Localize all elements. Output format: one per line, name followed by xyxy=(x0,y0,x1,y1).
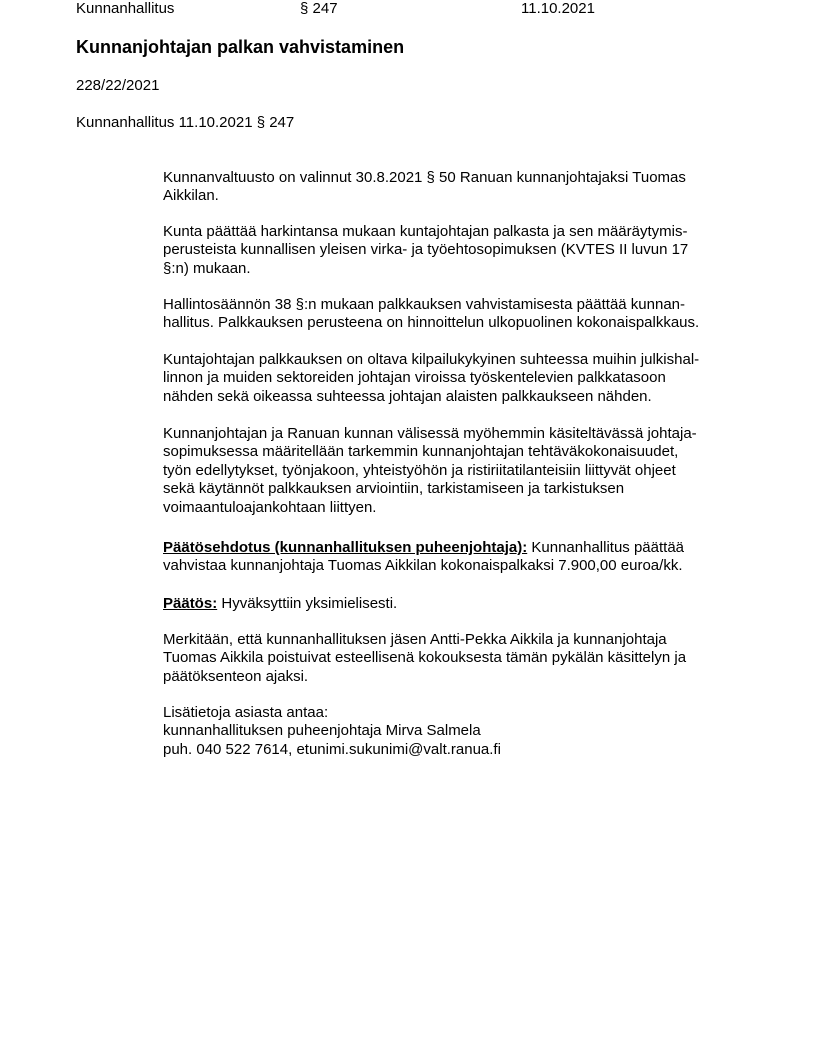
text-line: päätöksenteon ajaksi. xyxy=(163,667,309,685)
contact-info xyxy=(163,704,501,759)
paragraph xyxy=(163,223,688,278)
text-line: Lisätietoja asiasta antaa: xyxy=(163,704,329,721)
text-line: voimaantuloajankohtaan liittyen. xyxy=(163,498,377,516)
header-section: § 247 xyxy=(300,0,338,17)
text-line: Kuntajohtajan palkkauksen on oltava kilpailukykyinen suhteessa muihin julkishal- xyxy=(163,351,700,368)
case-number: 228/22/2021 xyxy=(76,77,160,94)
text-line: linnon ja muiden sektoreiden johtajan viroissa työskentelevien palkkatasoon xyxy=(163,369,666,387)
text-line: sekä käytännöt palkkauksen arviointiin, tarkistamiseen ja tarkistuksen xyxy=(163,480,625,498)
paragraph xyxy=(163,169,686,206)
decision-text: Hyväksyttiin yksimielisesti. xyxy=(217,595,398,612)
text-line: puh. 040 522 7614, etunimi.sukunimi@valt.ranua.fi xyxy=(163,740,501,758)
document-title: Kunnanjohtajan palkan vahvistaminen xyxy=(76,37,405,57)
text-line: Hallintosäännön 38 §:n mukaan palkkauksen vahvistamisesta päättää kunnan- xyxy=(163,296,685,313)
header-date: 11.10.2021 xyxy=(521,0,595,17)
proposal-text: Kunnanhallitus päättää xyxy=(527,539,685,556)
proposal-text: vahvistaa kunnanjohtaja Tuomas Aikkilan kokonaispalkaksi 7.900,00 euroa/kk. xyxy=(163,557,683,575)
note-paragraph xyxy=(163,631,686,686)
paragraph xyxy=(163,296,699,333)
decision-proposal xyxy=(163,539,684,576)
text-line: hallitus. Palkkauksen perusteena on hinnoittelun ulkopuolinen kokonaispalkkaus. xyxy=(163,314,700,332)
text-line: Merkitään, että kunnanhallituksen jäsen Antti-Pekka Aikkila ja kunnanjohtaja xyxy=(163,631,667,648)
proposal-label: Päätösehdotus (kunnanhallituksen puheenjohtaja): xyxy=(163,539,528,556)
paragraph xyxy=(163,351,699,406)
text-line: Kunta päättää harkintansa mukaan kuntajohtajan palkasta ja sen määräytymis- xyxy=(163,223,688,240)
text-line: nähden sekä oikeassa suhteessa johtajan alaisten palkkaukseen nähden. xyxy=(163,387,652,405)
decision-label: Päätös: xyxy=(163,595,218,612)
text-line: §:n) mukaan. xyxy=(163,259,251,277)
text-line: perusteista kunnallisen yleisen virka- ja työehtosopimuksen (KVTES II luvun 17 xyxy=(163,241,689,259)
text-line: Kunnanvaltuusto on valinnut 30.8.2021 § 50 Ranuan kunnanjohtajaksi Tuomas xyxy=(163,169,686,186)
paragraph xyxy=(163,425,697,517)
text-line: Tuomas Aikkila poistuivat esteellisenä kokouksesta tämän pykälän käsittelyn ja xyxy=(163,649,687,667)
decision xyxy=(163,595,397,613)
header-body: Kunnanhallitus xyxy=(76,0,175,17)
text-line: sopimuksessa määritellään tarkemmin kunnanjohtajan tehtäväkokonaisuudet, xyxy=(163,443,679,461)
meeting-reference: Kunnanhallitus 11.10.2021 § 247 xyxy=(76,114,295,131)
text-line: Kunnanjohtajan ja Ranuan kunnan välisessä myöhemmin käsiteltävässä johtaja- xyxy=(163,425,697,442)
text-line: kunnanhallituksen puheenjohtaja Mirva Salmela xyxy=(163,722,481,740)
text-line: Aikkilan. xyxy=(163,187,219,205)
text-line: työn edellytykset, työnjakoon, yhteistyöhön ja ristiriitatilanteisiin liittyvät ohjeet xyxy=(163,461,676,479)
